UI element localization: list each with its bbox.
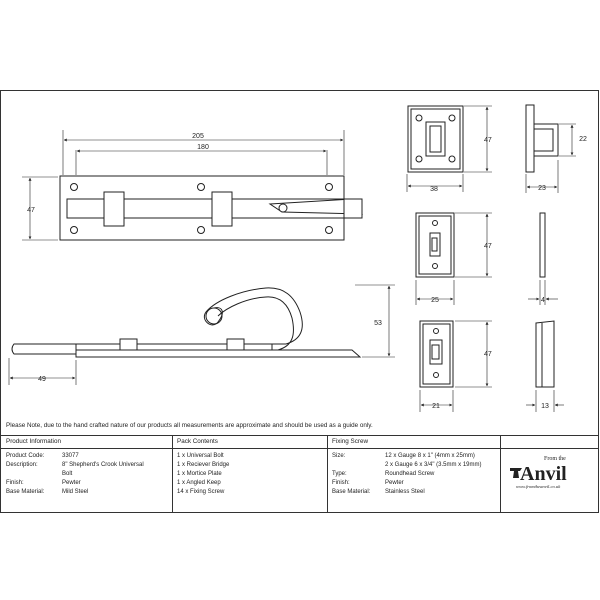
column-divider xyxy=(172,436,173,513)
logo-url: www.fromtheanvil.co.uk xyxy=(516,484,561,489)
fixing-screw-heading: Fixing Screw xyxy=(332,438,369,445)
pack-contents-heading: Pack Contents xyxy=(177,438,218,445)
mortice-plate-side xyxy=(540,213,545,277)
dim-angle-depth: 13 xyxy=(541,403,549,410)
anvil-logo-icon xyxy=(508,452,592,492)
receiver-bridge-side xyxy=(526,105,558,172)
receiver-bridge-front xyxy=(408,106,463,172)
pack-item: 1 x Reciever Bridge xyxy=(177,462,230,468)
dim-bridge-width: 38 xyxy=(430,186,438,193)
disclaimer-note: Please Note, due to the hand crafted nature of our products all measurements are approximate and should be used as a guide only. xyxy=(6,422,373,429)
column-divider xyxy=(327,436,328,513)
logo-brand: Anvil xyxy=(520,463,567,485)
side-crook-handle xyxy=(204,288,302,350)
divider xyxy=(0,435,599,436)
fixing-hole xyxy=(198,227,205,234)
crook-curl xyxy=(206,308,222,324)
angled-keep-side xyxy=(536,321,554,387)
dim-keep-height: 53 xyxy=(374,320,382,327)
dim-plate-width: 25 xyxy=(431,297,439,304)
divider xyxy=(0,448,599,449)
fixing-hole xyxy=(198,184,205,191)
technical-drawing-sheet: 205 180 47 49 53 47 38 22 23 47 25 4 47 21 13 Please Note, due to the hand crafted nature of our products all measurements are approximate and should be used as a guide only. Product Information Product Code: 33077 Description: 8" Shepherd's Crook Universal Bolt Finish: Pewter Base Material: Mild Steel Pack Contents 1 x Universal Bolt 1 x Reciever Bridge 1 x Mortice Plate 1 x Angled Keep 14 x Fixing Screw Fixing Screw Size: 12 x Gauge 8 x 1" (4mm x 25mm) 2 x Gauge 6 x 3/4" (3.5mm x 19mm) Type: Roundhead Screw Finish: Pewter Base Material: Stainless Steel From the Anvil www.fromtheanvil.co.uk xyxy=(0,0,600,600)
from-the-anvil-logo xyxy=(508,452,592,492)
pack-item: 14 x Fixing Screw xyxy=(177,489,225,495)
dim-angle-width: 21 xyxy=(432,403,440,410)
angled-keep-front xyxy=(420,321,453,387)
column-divider xyxy=(500,436,501,513)
dim-bolt-projection: 49 xyxy=(38,376,46,383)
dim-plate-depth: 4 xyxy=(541,297,545,304)
bolt-staple xyxy=(212,192,232,226)
bolt-staple xyxy=(104,192,124,226)
fixing-hole xyxy=(326,227,333,234)
dim-hole-centres: 180 xyxy=(197,144,209,151)
fixing-hole xyxy=(71,184,78,191)
bolt-side-view xyxy=(12,288,360,357)
dim-bolt-height: 47 xyxy=(27,207,35,214)
pack-item: 1 x Mortice Plate xyxy=(177,471,222,477)
pack-item: 1 x Universal Bolt xyxy=(177,453,224,459)
bolt-front-view xyxy=(60,176,362,240)
dim-bridge-depth: 23 xyxy=(538,185,546,192)
dim-angle-height: 47 xyxy=(484,351,492,358)
dim-bridge-height: 47 xyxy=(484,137,492,144)
side-staple xyxy=(227,339,244,350)
fixing-hole xyxy=(326,184,333,191)
mortice-plate-front xyxy=(416,213,454,277)
dim-overall-length: 205 xyxy=(192,133,204,140)
dim-plate-height: 47 xyxy=(484,243,492,250)
side-rod-end xyxy=(12,344,76,354)
side-baseplate xyxy=(76,350,360,357)
logo-from-the: From the xyxy=(544,456,566,462)
side-staple xyxy=(120,339,137,350)
fixing-hole xyxy=(71,227,78,234)
dim-bridge-inner: 22 xyxy=(579,136,587,143)
product-info-heading: Product Information xyxy=(6,438,61,445)
pack-item: 1 x Angled Keep xyxy=(177,480,221,486)
